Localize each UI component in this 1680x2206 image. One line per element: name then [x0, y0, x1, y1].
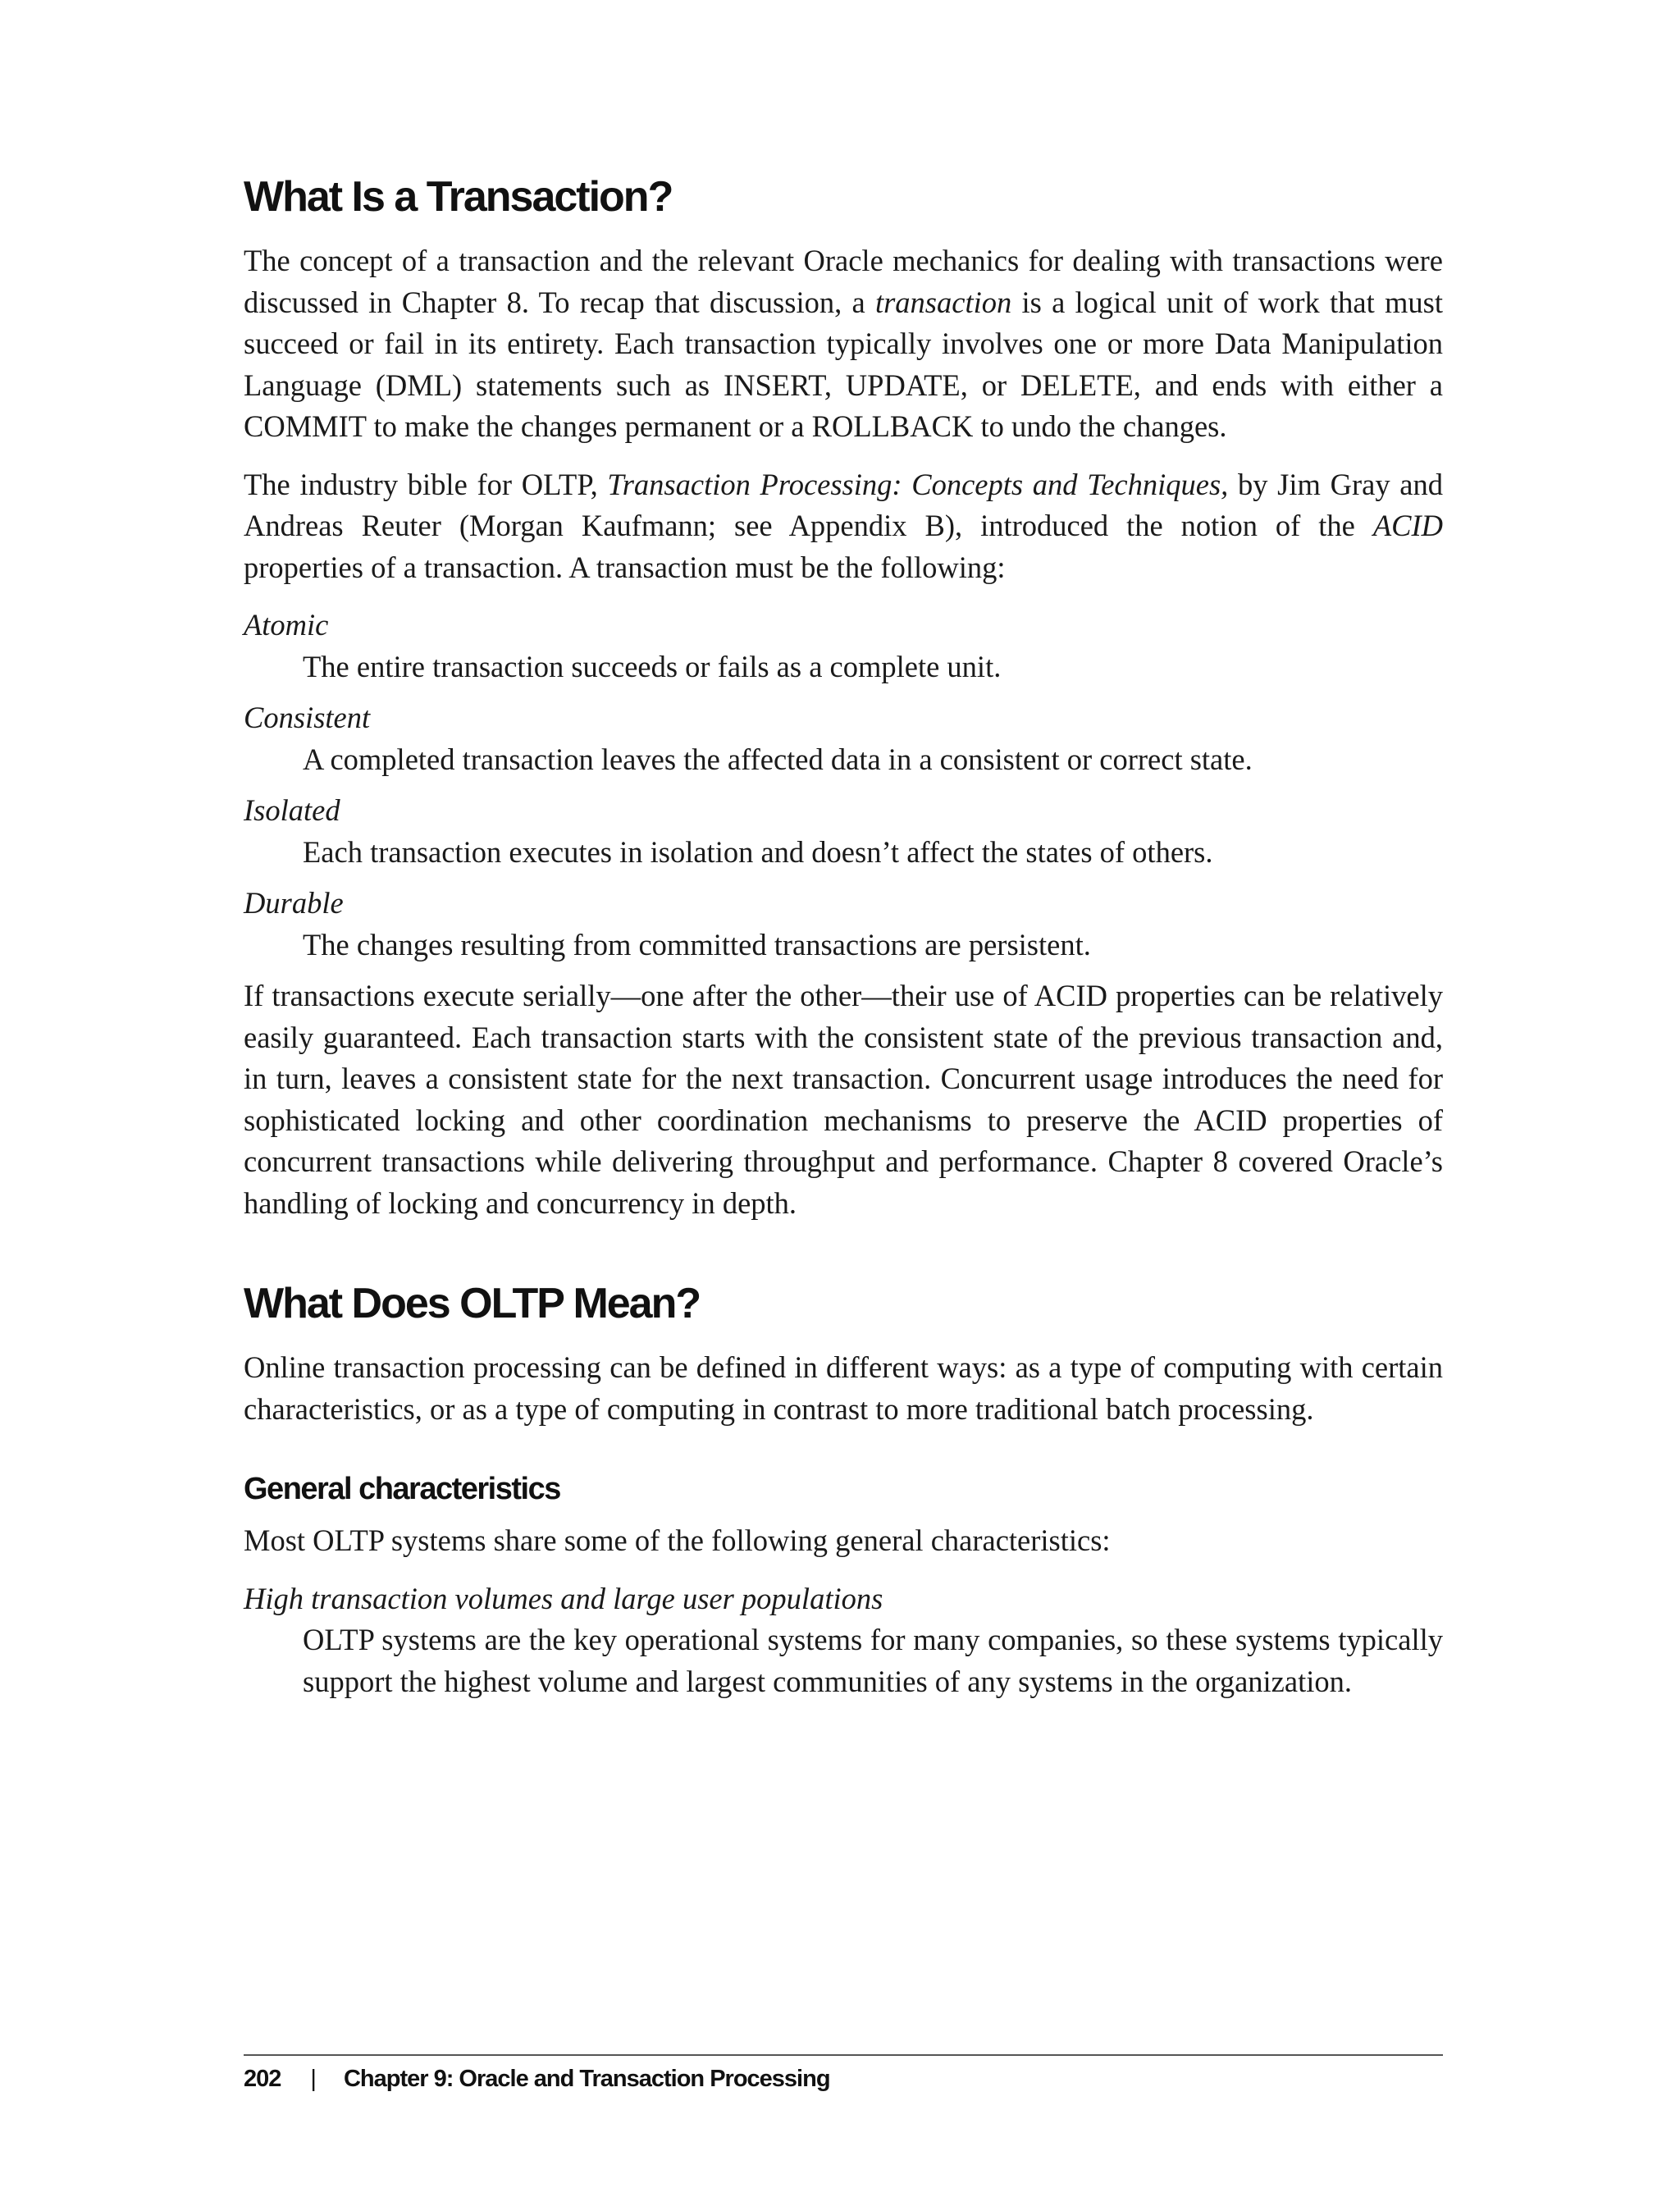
acid-definition: The entire transaction succeeds or fails as a complete unit.	[303, 649, 1002, 683]
page-number: 202	[244, 2066, 281, 2092]
page-content	[244, 168, 1443, 1712]
paragraph-characteristics-intro: Most OLTP systems share some of the following general characteristics:	[244, 1523, 1111, 1557]
footer-separator: |	[310, 2066, 316, 2092]
acid-term: Atomic	[244, 608, 329, 642]
acid-term: Isolated	[244, 793, 340, 827]
page-footer	[244, 2054, 1443, 2093]
paragraph-transaction-recap	[244, 240, 1443, 448]
text-run: The concept of a transaction and the relevant Oracle mechanics for dealing with transactions were discussed in Chapter 8. To recap that discussion, a	[244, 244, 1443, 319]
book-title: Transaction Processing: Concepts and Techniques,	[607, 467, 1229, 501]
acid-definition: A completed transaction leaves the affected data in a consistent or correct state.	[303, 742, 1253, 776]
section-heading-transaction: What Is a Transaction?	[244, 173, 673, 221]
acid-definition: Each transaction executes in isolation and doesn’t affect the states of others.	[303, 834, 1213, 869]
paragraph-concurrency: If transactions execute serially—one after the other—their use of ACID properties can be relatively easily guaranteed. Each transaction starts with the consistent state of the previous transaction and, in turn, leaves a consistent state for the next transaction. Concurrent usage introduces the need for sophisticated locking and other coordination mechanisms to preserve the ACID properties of concurrent transactions while delivering throughput and performance. Chapter 8 covered Oracle’s handling of locking and concurrency in depth.	[244, 979, 1443, 1220]
paragraph-oltp-definition: Online transaction processing can be defined in different ways: as a type of computing with certain characteristics, or as a type of computing in contrast to more traditional batch processing.	[244, 1350, 1443, 1426]
subheading-general-characteristics: General characteristics	[244, 1472, 560, 1506]
acid-term: Durable	[244, 886, 344, 920]
section-heading-oltp: What Does OLTP Mean?	[244, 1280, 701, 1327]
emphasis-transaction: transaction	[874, 285, 1012, 319]
emphasis-acid: ACID	[1372, 509, 1443, 542]
text-run: The industry bible for OLTP,	[244, 467, 608, 501]
characteristics-list	[244, 1578, 1443, 1703]
acid-definition-list	[244, 605, 1443, 966]
running-chapter-title: Chapter 9: Oracle and Transaction Processing	[343, 2066, 830, 2092]
paragraph-acid-intro	[244, 464, 1443, 589]
text-run: by Jim Gray and Andreas Reuter (Morgan Kaufmann; see Appendix B), introduced the notion of the	[244, 467, 1443, 542]
text-run: properties of a transaction. A transaction must be the following:	[244, 550, 1006, 584]
acid-definition: The changes resulting from committed transactions are persistent.	[303, 927, 1091, 961]
characteristic-definition: OLTP systems are the key operational systems for many companies, so these systems typically support the highest volume and largest communities of any systems in the organization.	[303, 1623, 1443, 1698]
characteristic-term: High transaction volumes and large user populations	[244, 1581, 883, 1615]
acid-term: Consistent	[244, 701, 371, 734]
text-run: is a logical unit of work that must succeed or fail in its entirety. Each transaction typically involves one or more Data Manipulation Language (DML) statements such as INSERT, UPDATE, or DELETE, and ends with either a COMMIT to make the changes permanent or a ROLLBACK to undo the changes.	[244, 285, 1443, 443]
